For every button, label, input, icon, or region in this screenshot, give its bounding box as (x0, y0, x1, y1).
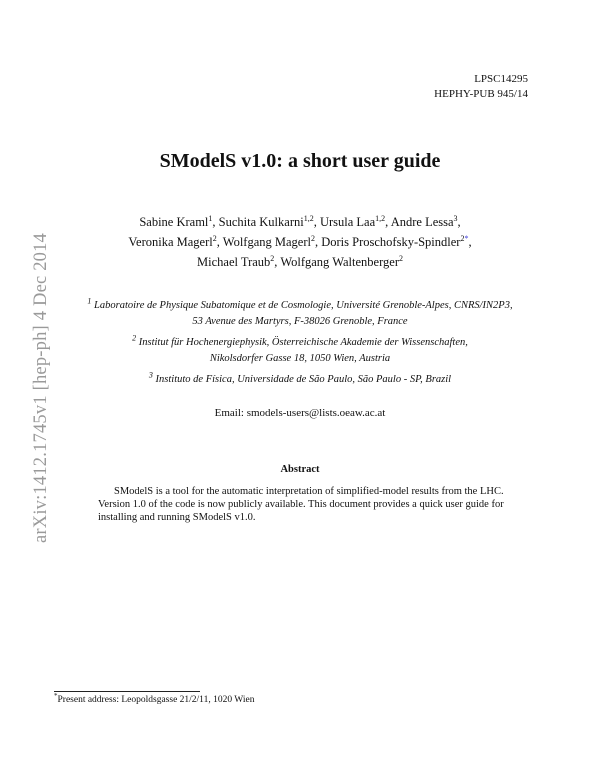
affiliation-mark: 2 (460, 233, 465, 243)
affiliation-mark: 3 (453, 213, 458, 223)
author-separator: , (468, 235, 472, 249)
author-name: Michael Traub (197, 255, 271, 269)
author-name: Wolfgang Waltenberger (280, 255, 399, 269)
report-numbers (434, 72, 528, 102)
affiliation-line: 53 Avenue des Martyrs, F-38026 Grenoble, France (192, 316, 408, 327)
affiliation-list (40, 298, 560, 393)
affiliation-mark: 1 (208, 213, 213, 223)
author-name: Ursula Laa (319, 215, 376, 229)
author-separator: , (457, 215, 461, 229)
author-name: Sabine Kraml (139, 215, 209, 229)
author-line (60, 212, 540, 232)
footnote (54, 691, 255, 705)
author-name: Doris Proschofsky-Spindler (321, 235, 461, 249)
affiliation-number: 2 (132, 333, 137, 343)
author-separator: , (274, 255, 281, 269)
footnote-divider (54, 691, 200, 692)
author-name: Veronika Magerl (128, 235, 213, 249)
affiliation-line: Institut für Hochenergiephysik, Österreichische Akademie der Wissenschaften, (138, 337, 468, 348)
author-name: Suchita Kulkarni (218, 215, 304, 229)
report-id-hephy: HEPHY-PUB 945/14 (434, 88, 528, 100)
affiliation-number: 3 (148, 370, 153, 380)
affiliation-line: Laboratoire de Physique Subatomique et de Cosmologie, Université Grenoble-Alpes, CNRS/IN2P3, (94, 300, 513, 311)
footnote-text: Present address: Leopoldsgasse 21/2/11, 1020 Wien (57, 695, 255, 705)
affiliation-mark: 1,2 (375, 213, 386, 223)
footnote-mark-link[interactable]: * (464, 233, 469, 243)
contact-email[interactable]: Email: smodels-users@lists.oeaw.ac.at (214, 407, 386, 419)
affiliation-line: Instituto de Física, Universidade de São Paulo, São Paulo - SP, Brazil (155, 374, 452, 385)
affiliation-mark: 2 (398, 253, 403, 263)
author-separator: , (216, 235, 223, 249)
affiliation-item (40, 298, 560, 330)
abstract-heading: Abstract (280, 464, 320, 475)
abstract-text: SModelS is a tool for the automatic interpretation of simplified-model results from the LHC. Version 1.0 of the code is now publicly available. This document provides a quick user guide for installing and running SModelS v1.0. (98, 486, 504, 523)
author-line (60, 252, 540, 272)
author-separator: , (313, 215, 320, 229)
author-separator: , (314, 235, 322, 249)
author-name: Andre Lessa (390, 215, 454, 229)
affiliation-line: Nikolsdorfer Gasse 18, 1050 Wien, Austria (209, 353, 391, 364)
author-line (60, 232, 540, 252)
affiliation-mark: 2 (310, 233, 315, 243)
author-separator: , (212, 215, 219, 229)
affiliation-item (40, 335, 560, 367)
affiliation-item (40, 372, 560, 388)
footnote-symbol: * (54, 691, 58, 700)
affiliation-mark: 2 (270, 253, 275, 263)
affiliation-mark: 1,2 (303, 213, 314, 223)
arxiv-stamp: arXiv:1412.1745v1 [hep-ph] 4 Dec 2014 (31, 232, 51, 543)
report-id-lpsc: LPSC14295 (474, 73, 528, 85)
author-list (60, 212, 540, 272)
author-separator: , (385, 215, 391, 229)
affiliation-number: 1 (87, 296, 92, 306)
paper-title: SModelS v1.0: a short user guide (159, 150, 441, 172)
author-name: Wolfgang Magerl (222, 235, 311, 249)
affiliation-mark: 2 (212, 233, 217, 243)
